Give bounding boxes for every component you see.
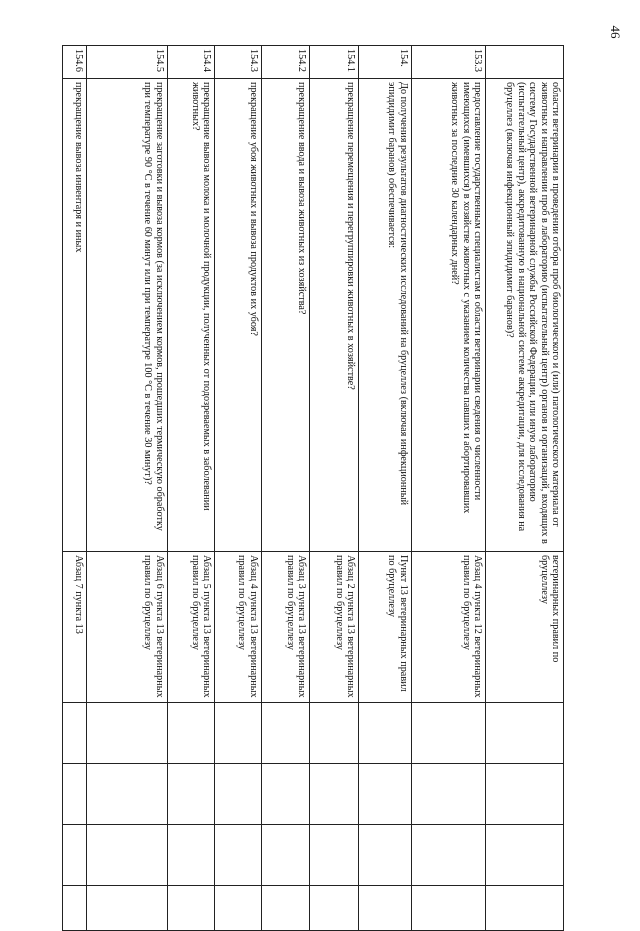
empty-cell <box>87 703 167 764</box>
table-row <box>486 46 564 931</box>
reference-cell: Абзац 7 пункта 13 <box>63 552 87 703</box>
empty-cell <box>63 764 87 825</box>
row-number: 153.3 <box>411 46 485 79</box>
reference-cell: Абзац 5 пункта 13 ветеринарных правил по бруцеллезу <box>167 552 215 703</box>
empty-cell <box>411 764 485 825</box>
empty-cell <box>261 764 310 825</box>
table-row <box>261 46 310 931</box>
empty-cell <box>261 825 310 886</box>
empty-cell <box>261 886 310 931</box>
table-row <box>310 46 359 931</box>
question-cell: области ветеринарии в проведении отбора проб биологического и (или) патологического материала от животных и направлении проб в лабораторию (испытательный центр) органов и организаций, входящих в систему Государственной ветеринарной службы Российской Федерации, или иную лабораторию (испытательный центр), аккредитованную в национальной системе аккредитации, для исследования на бруцеллез (включая инфекционный эпидидимит баранов)? <box>486 79 564 552</box>
empty-cell <box>167 886 215 931</box>
empty-cell <box>310 764 359 825</box>
reference-cell: Пункт 13 ветеринарных правил по бруцеллезу <box>359 552 411 703</box>
empty-cell <box>359 825 411 886</box>
reference-cell: Абзац 4 пункта 13 ветеринарных правил по бруцеллезу <box>215 552 261 703</box>
empty-cell <box>486 764 564 825</box>
table-row <box>215 46 261 931</box>
checklist-sheet <box>62 45 564 881</box>
empty-cell <box>167 703 215 764</box>
empty-cell <box>310 886 359 931</box>
reference-cell: ветеринарных правил по бруцеллезу <box>486 552 564 703</box>
question-cell: прекращение вывоза инвентаря и иных <box>63 79 87 552</box>
table-row <box>411 46 485 931</box>
empty-cell <box>215 825 261 886</box>
page-number: 46 <box>608 25 623 39</box>
row-number: 154.2 <box>261 46 310 79</box>
empty-cell <box>87 886 167 931</box>
empty-cell <box>215 886 261 931</box>
question-cell: прекращение вывоза молока и молочной продукции, полученных от подозреваемых в заболевании животных? <box>167 79 215 552</box>
question-cell: предоставление государственным специалистам в области ветеринарии сведения о численности имеющихся (имевшихся) в хозяйстве животных с указанием количества павших и абортировавших животных за последние 30 календарных дней? <box>411 79 485 552</box>
empty-cell <box>215 764 261 825</box>
empty-cell <box>63 825 87 886</box>
reference-cell: Абзац 2 пункта 13 ветеринарных правил по бруцеллезу <box>310 552 359 703</box>
empty-cell <box>486 703 564 764</box>
row-number: 154.6 <box>63 46 87 79</box>
reference-cell: Абзац 6 пункта 13 ветеринарных правил по бруцеллезу <box>87 552 167 703</box>
empty-cell <box>411 825 485 886</box>
row-number: 154.5 <box>87 46 167 79</box>
row-number <box>486 46 564 79</box>
empty-cell <box>310 703 359 764</box>
empty-cell <box>359 886 411 931</box>
question-cell: прекращение перемещения и перегруппировки животных в хозяйстве? <box>310 79 359 552</box>
table-row <box>359 46 411 931</box>
empty-cell <box>63 703 87 764</box>
reference-cell: Абзац 3 пункта 13 ветеринарных правил по бруцеллезу <box>261 552 310 703</box>
empty-cell <box>87 825 167 886</box>
row-number: 154.3 <box>215 46 261 79</box>
empty-cell <box>411 703 485 764</box>
empty-cell <box>310 825 359 886</box>
row-number: 154. <box>359 46 411 79</box>
question-cell: прекращение ввода и вывоза животных из хозяйства? <box>261 79 310 552</box>
empty-cell <box>261 703 310 764</box>
reference-cell: Абзац 4 пункта 12 ветеринарных правил по бруцеллезу <box>411 552 485 703</box>
empty-cell <box>87 764 167 825</box>
empty-cell <box>486 886 564 931</box>
empty-cell <box>167 825 215 886</box>
table-row <box>63 46 87 931</box>
question-cell: прекращение заготовки и вывоза кормов (за исключением кормов, прошедших термическую обработку при температуре 90 °С в течение 60 минут или при температуре 100 °С в течение 30 минут)? <box>87 79 167 552</box>
empty-cell <box>359 764 411 825</box>
empty-cell <box>167 764 215 825</box>
row-number: 154.4 <box>167 46 215 79</box>
question-cell: прекращение убоя животных и вывоза продуктов их убоя? <box>215 79 261 552</box>
empty-cell <box>486 825 564 886</box>
empty-cell <box>215 703 261 764</box>
row-number: 154.1 <box>310 46 359 79</box>
checklist-table <box>62 45 564 931</box>
table-row <box>167 46 215 931</box>
empty-cell <box>411 886 485 931</box>
empty-cell <box>63 886 87 931</box>
question-cell: До получения результатов диагностических исследований на бруцеллез (включая инфекционный эпидидимит баранов) обеспечивается: <box>359 79 411 552</box>
empty-cell <box>359 703 411 764</box>
table-row <box>87 46 167 931</box>
